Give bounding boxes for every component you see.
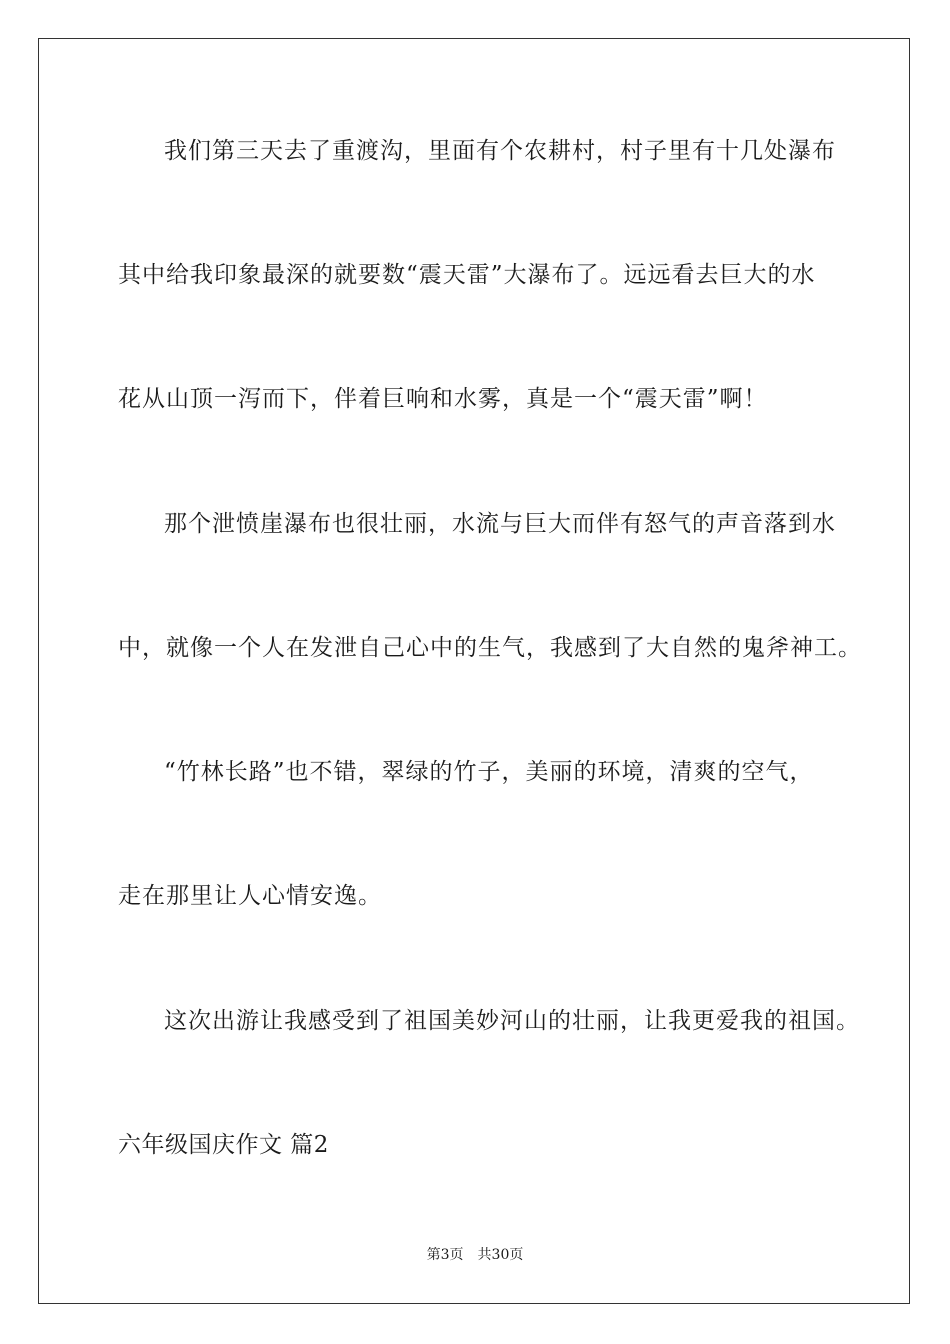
- paragraph-line-6: “竹林长路”也不错，翠绿的竹子，美丽的环境，清爽的空气，: [164, 759, 814, 785]
- paragraph-line-5: 中，就像一个人在发泄自己心中的生气，我感到了大自然的鬼斧神工。: [118, 635, 862, 661]
- page-border: [38, 38, 910, 1304]
- paragraph-line-1: 我们第三天去了重渡沟，里面有个农耕村，村子里有十几处瀑布: [164, 138, 836, 164]
- paragraph-line-4: 那个泄愤崖瀑布也很壮丽，水流与巨大而伴有怒气的声音落到水: [164, 511, 836, 537]
- paragraph-line-3: 花从山顶一泻而下，伴着巨响和水雾，真是一个“震天雷”啊！: [118, 386, 768, 412]
- section-heading: 六年级国庆作文 篇2: [118, 1132, 329, 1158]
- page-footer: [0, 1246, 950, 1264]
- paragraph-line-2: 其中给我印象最深的就要数“震天雷”大瀑布了。远远看去巨大的水: [118, 262, 816, 288]
- paragraph-line-7: 走在那里让人心情安逸。: [118, 883, 382, 909]
- page-number: 第3页: [426, 1247, 464, 1263]
- page-total: 共30页: [477, 1247, 524, 1263]
- paragraph-line-8: 这次出游让我感受到了祖国美妙河山的壮丽，让我更爱我的祖国。: [164, 1008, 860, 1034]
